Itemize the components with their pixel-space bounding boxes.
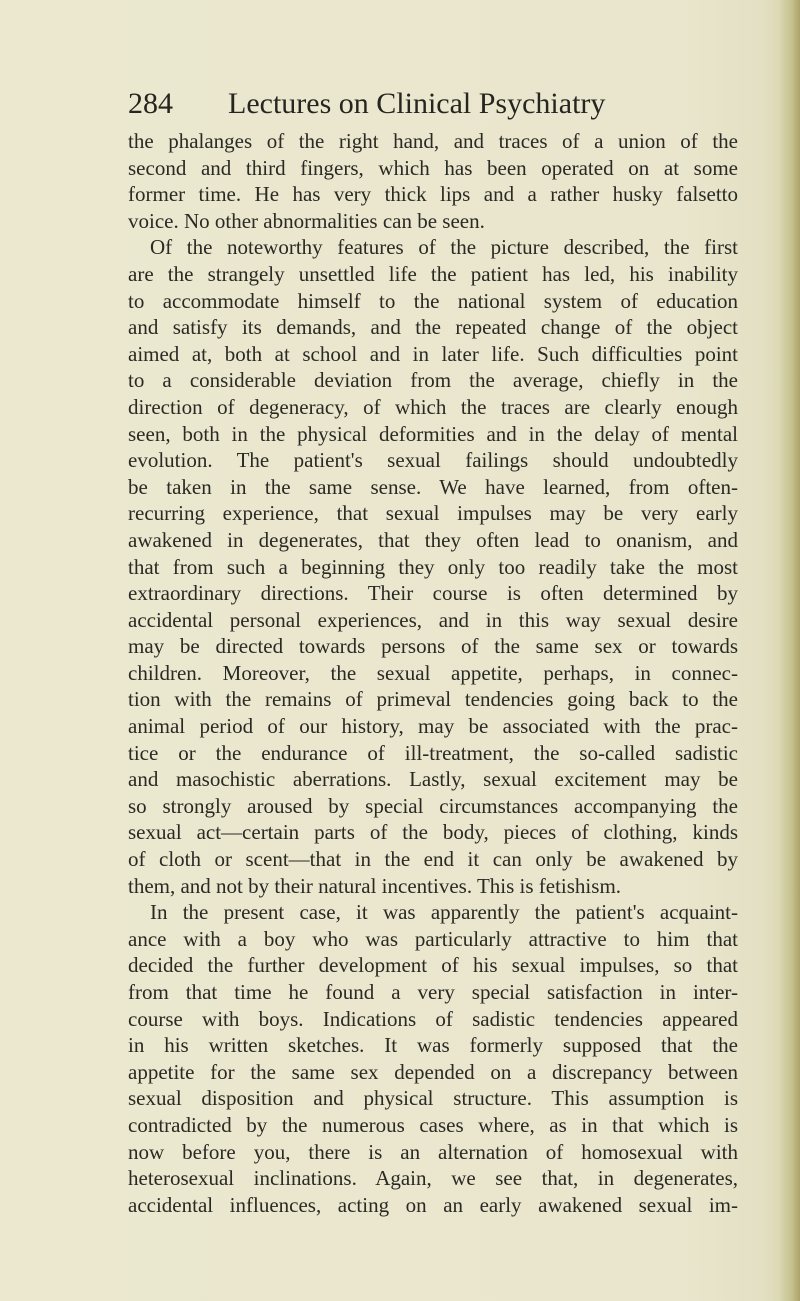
text-line: awakened in degenerates, that they often lead to onanism, and — [128, 527, 738, 552]
text-line: direction of degeneracy, of which the traces are clearly enough — [128, 394, 738, 419]
text-line: appetite for the same sex depended on a discrepancy between — [128, 1059, 738, 1084]
text-line: heterosexual inclinations. Again, we see that, in degenerates, — [128, 1166, 738, 1191]
text-line: course with boys. Indications of sadistic tendencies appeared — [128, 1006, 738, 1031]
text-line: recurring experience, that sexual impulses may be very early — [128, 501, 738, 526]
text-line: ance with a boy who was particularly attractive to him that — [128, 926, 738, 951]
text-line: sexual act—certain parts of the body, pieces of clothing, kinds — [128, 820, 738, 845]
text-line: In the present case, it was apparently the patient's acquaint- — [150, 900, 738, 925]
text-line: accidental personal experiences, and in this way sexual desire — [128, 607, 738, 632]
text-line: and satisfy its demands, and the repeated change of the object — [128, 315, 738, 340]
page-number: 284 — [128, 87, 173, 120]
text-line: them, and not by their natural incentives. This is fetishism. — [128, 873, 622, 898]
text-line: Of the noteworthy features of the picture described, the first — [150, 235, 738, 260]
text-line: are the strangely unsettled life the patient has led, his inability — [128, 261, 738, 286]
text-line: decided the further development of his sexual impulses, so that — [128, 953, 738, 978]
text-line: sexual disposition and physical structure. This assumption is — [128, 1086, 738, 1111]
text-line: be taken in the same sense. We have learned, from often- — [128, 474, 738, 499]
running-title: Lectures on Clinical Psychiatry — [228, 87, 606, 120]
text-line: so strongly aroused by special circumstances accompanying the — [128, 793, 738, 818]
text-line: of cloth or scent—that in the end it can only be awakened by — [128, 847, 738, 872]
text-line: evolution. The patient's sexual failings should undoubtedly — [128, 448, 738, 473]
text-line: to a considerable deviation from the average, chiefly in the — [128, 368, 738, 393]
text-line: children. Moreover, the sexual appetite, perhaps, in connec- — [128, 660, 738, 685]
text-line: extraordinary directions. Their course is often determined by — [128, 581, 738, 606]
text-line: that from such a beginning they only too readily take the most — [128, 554, 738, 579]
text-line: seen, both in the physical deformities and in the delay of mental — [128, 421, 738, 446]
text-line: contradicted by the numerous cases where, as in that which is — [128, 1112, 738, 1137]
text-line: to accommodate himself to the national system of education — [128, 288, 738, 313]
text-line: aimed at, both at school and in later life. Such difficulties point — [128, 341, 738, 366]
running-header — [128, 84, 648, 124]
text-line: former time. He has very thick lips and a rather husky falsetto — [128, 182, 738, 207]
text-line: the phalanges of the right hand, and traces of a union of the — [128, 129, 738, 153]
text-line: and masochistic aberrations. Lastly, sexual excitement may be — [128, 767, 738, 792]
text-line: tice or the endurance of ill-treatment, the so-called sadistic — [128, 740, 738, 765]
text-line: now before you, there is an alternation of homosexual with — [128, 1139, 738, 1164]
text-line: tion with the remains of primeval tendencies going back to the — [128, 687, 738, 712]
text-line: may be directed towards persons of the same sex or towards — [128, 634, 738, 659]
body-text — [128, 128, 738, 1218]
text-line: animal period of our history, may be associated with the prac- — [128, 714, 738, 739]
text-line: accidental influences, acting on an early awakened sexual im- — [128, 1192, 738, 1217]
text-line: voice. No other abnormalities can be seen. — [128, 208, 485, 233]
text-line: from that time he found a very special satisfaction in inter- — [128, 980, 738, 1004]
text-line: second and third fingers, which has been operated on at some — [128, 155, 738, 180]
page-edge-shadow — [778, 0, 800, 1301]
text-line: in his written sketches. It was formerly supposed that the — [128, 1033, 738, 1058]
